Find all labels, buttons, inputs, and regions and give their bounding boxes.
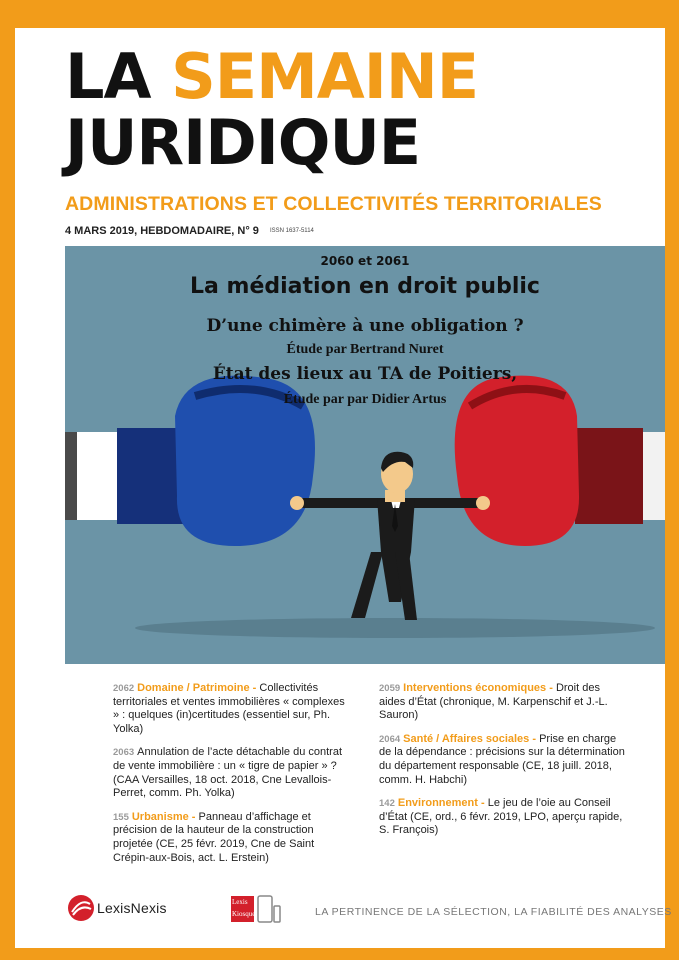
toc-left-column [113,682,349,875]
issue-date: 4 MARS 2019, HEBDOMADAIRE, N° 9 [65,225,259,237]
right-glove-cuff [575,428,643,524]
cover-illustration [65,246,665,664]
devices-icon [257,894,281,924]
masthead-line1 [65,40,479,113]
toc-text: Droit des aides d’État (chronique, M. Karpenschif et J.-L. Sauron) [379,682,608,722]
toc-text: Panneau d’affichage et précision de la hauteur de la construction projetée (CE, 25 févr. 2019, Cne de Saint Crépin-aux-Bois, act. L. Erstein) [113,810,315,864]
toc-number: 2062 [113,683,135,694]
toc-item [113,682,349,736]
journal-subtitle: ADMINISTRATIONS ET COLLECTIVITÉS TERRITORIALES [65,193,602,215]
toc-number: 155 [113,811,129,823]
toc-number: 2063 [113,747,135,759]
toc-number: 2064 [379,733,401,745]
toc-text: Annulation de l’acte détachable du contrat de vente immobilière : un « tigre de papier » ? (CAA Versailles, 18 oct. 2018, Cne Levallois-Perret, comm. Ph. Yolka) [113,746,343,800]
masthead-semaine: SEMAINE [171,40,479,113]
left-hand [290,496,304,510]
story-subtitle-1: D’une chimère à une obligation ? [206,316,524,336]
footer-tagline: LA PERTINENCE DE LA SÉLECTION, LA FIABILITÉ DES ANALYSES [315,906,672,918]
toc-item [379,797,627,838]
right-hand [476,496,490,510]
toc-category: Environnement - [397,797,485,810]
story-author-2: Étude par par Didier Artus [283,392,447,407]
toc-text: Prise en charge de la dépendance : précisions sur la détermination du département responsable (CE, 18 juill. 2018, comm. H. Habchi) [379,732,625,786]
toc-number: 2059 [379,683,401,694]
kiosque-label-2: Kiosque [232,910,256,918]
cover-page [15,28,672,948]
toc-category: Domaine / Patrimoine - [137,682,257,694]
toc-category: Urbanisme - [131,810,196,823]
lexis-kiosque-badge [231,896,254,922]
toc-item [379,682,627,723]
toc-right-column [379,682,627,848]
toc-category: Interventions économiques - [403,682,553,694]
left-leg [351,552,383,618]
issue-line [65,225,314,237]
issn: ISSN 1637-5114 [269,228,314,235]
masthead-line2: JURIDIQUE [65,106,421,179]
floor-shadow [135,618,655,638]
toc-category: Santé / Affaires sociales - [403,732,537,745]
story-author-1: Étude par Bertrand Nuret [286,342,444,357]
toc-item [379,733,627,787]
toc-text: Collectivités territoriales et ventes immobilières « complexes » : quelques (in)certitudes (essentiel sur, Ph. Yolka) [113,682,345,735]
story-refs: 2060 et 2061 [320,254,410,268]
boxing-illustration [65,246,665,664]
toc-item [113,746,349,800]
toc-item [113,811,349,865]
story-headline: La médiation en droit public [190,274,540,299]
toc-number: 142 [379,798,395,810]
publisher-name: LexisNexis [97,900,167,916]
toc-text: Le jeu de l’oie au Conseil d’État (CE, ord., 6 févr. 2019, LPO, aperçu rapide, S. François) [379,797,623,837]
lexisnexis-logo-icon [67,894,95,922]
masthead-la: LA [65,40,151,113]
story-subtitle-2: État des lieux au TA de Poitiers, [212,364,518,384]
kiosque-label-1: Lexis [232,898,248,906]
